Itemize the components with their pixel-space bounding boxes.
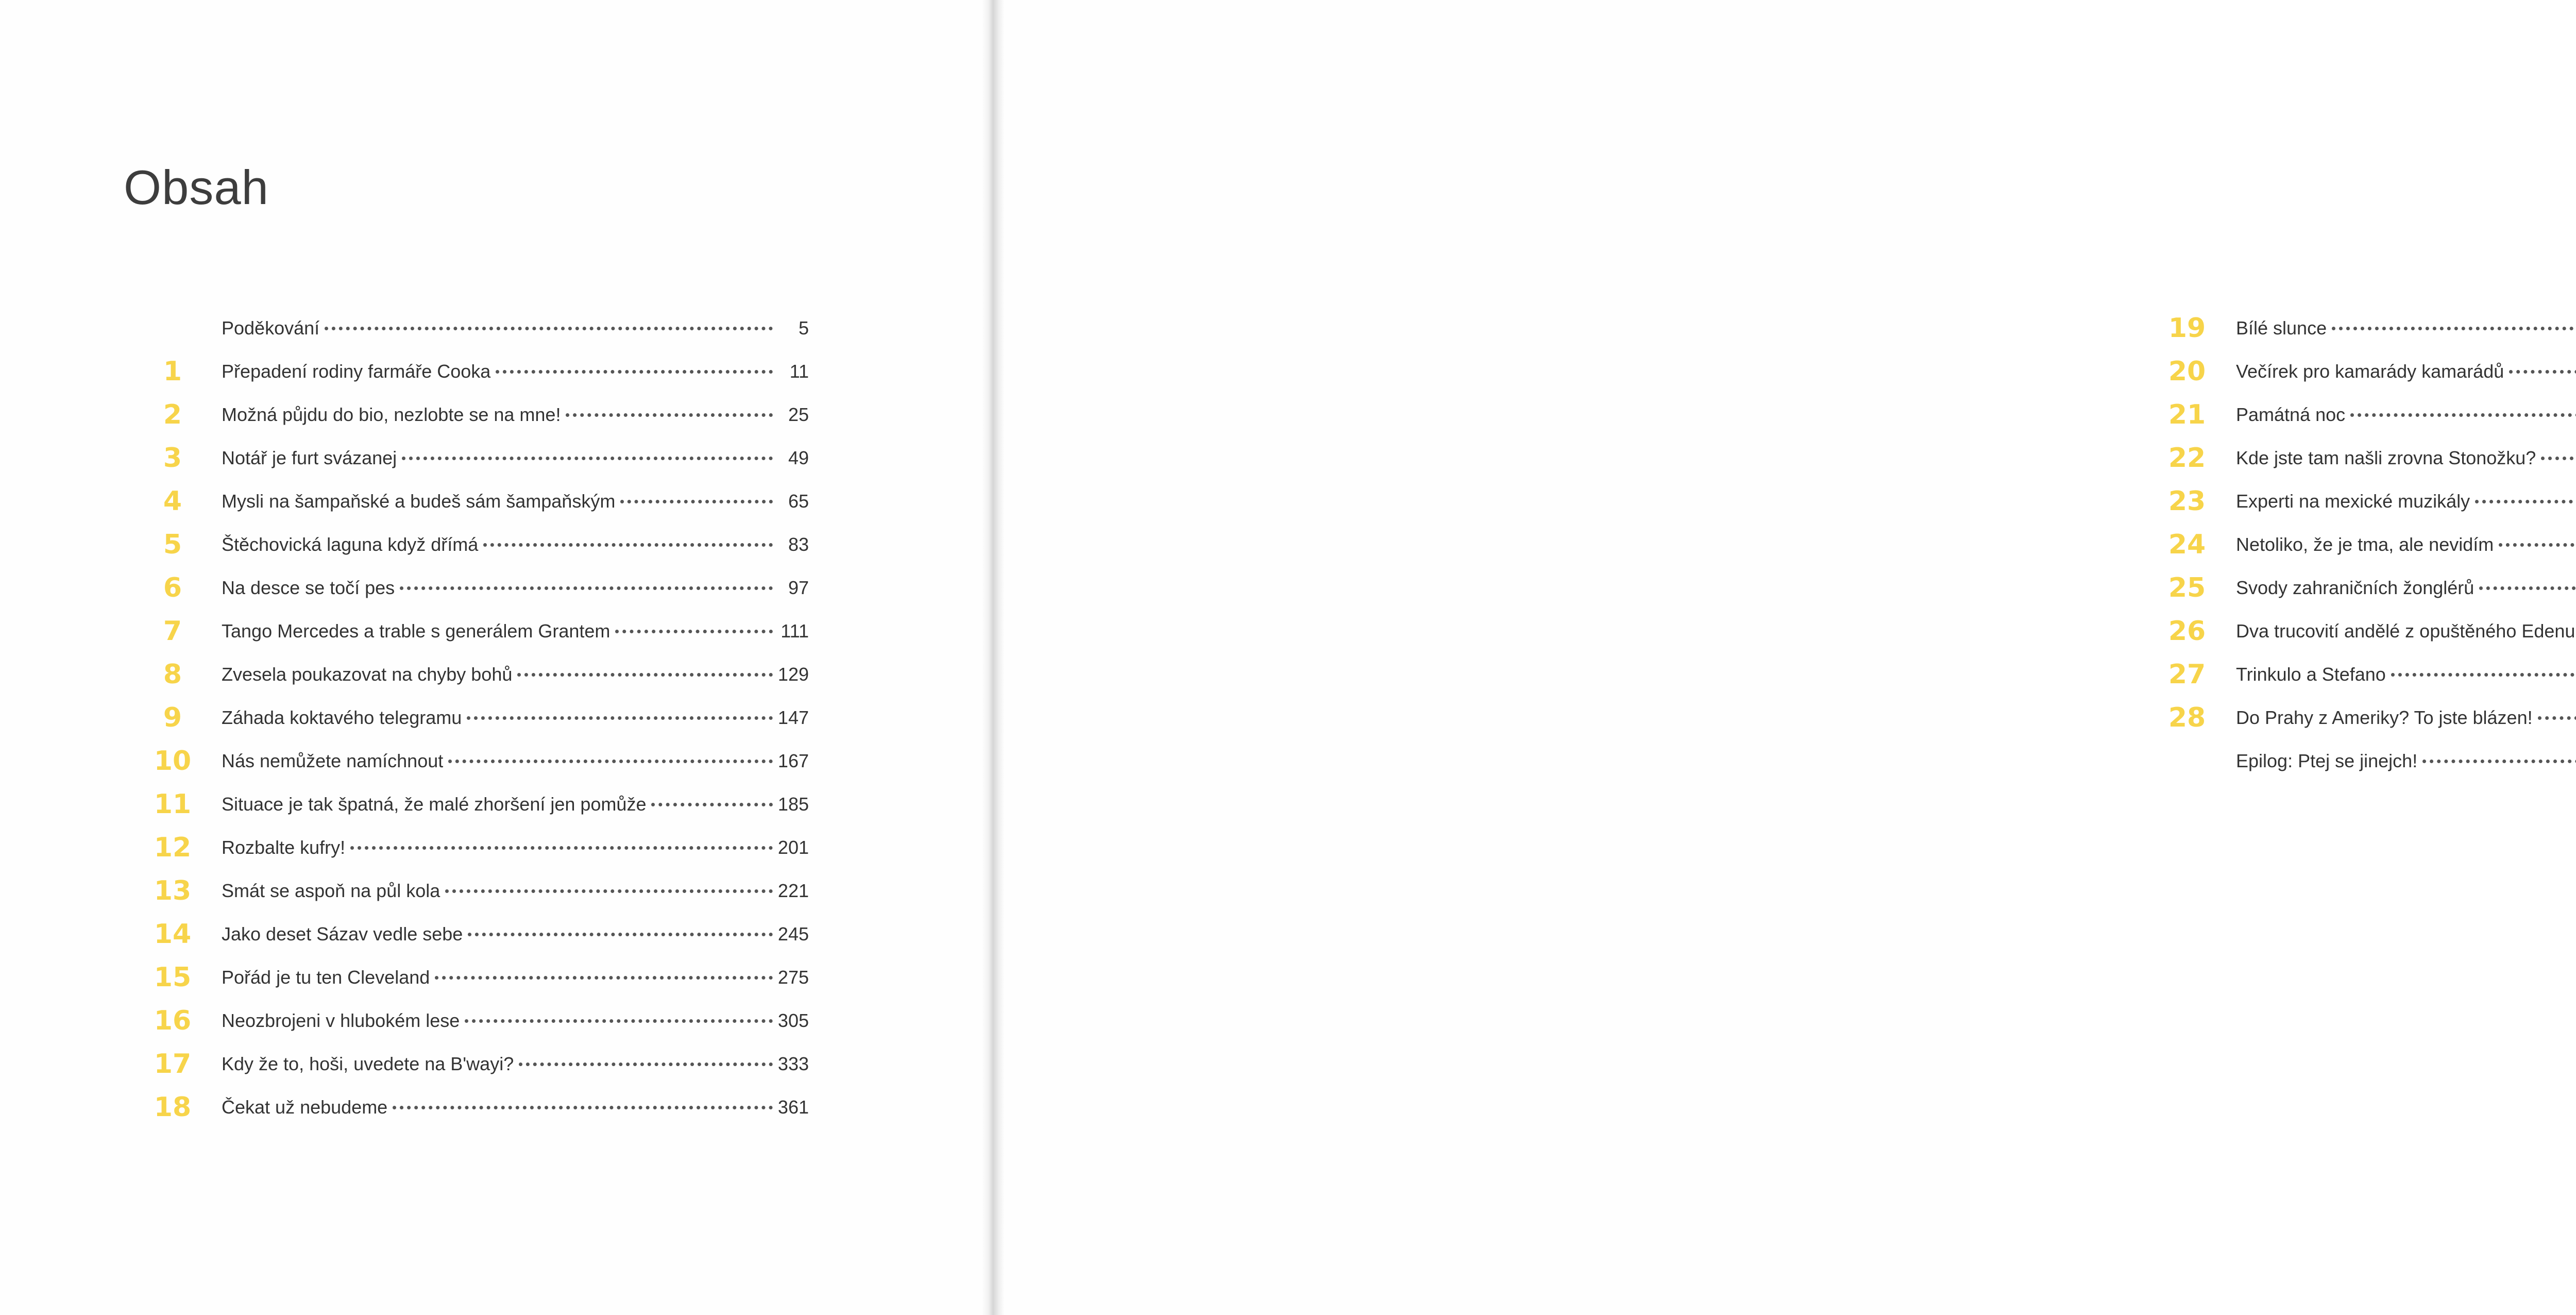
page-number: 245 xyxy=(777,923,809,945)
toc-entry[interactable] xyxy=(2138,436,2576,480)
dot-leader xyxy=(620,500,773,503)
entry-line xyxy=(222,1053,809,1075)
dot-leader xyxy=(2499,543,2576,547)
chapter-number: 1 xyxy=(163,356,182,387)
toc-entry[interactable] xyxy=(2138,307,2576,350)
page-number: 361 xyxy=(777,1097,809,1118)
dot-leader xyxy=(517,673,773,677)
dot-leader xyxy=(468,933,773,936)
dot-leader xyxy=(435,976,773,980)
toc-entry[interactable] xyxy=(124,653,809,696)
page-number: 97 xyxy=(788,577,809,598)
dot-leader xyxy=(496,370,773,374)
toc-entry[interactable] xyxy=(124,956,809,999)
dot-leader xyxy=(448,760,773,763)
toc-entry[interactable] xyxy=(124,739,809,783)
chapter-title: Přepadení rodiny farmáře Cooka xyxy=(222,361,491,382)
entry-line xyxy=(222,794,809,815)
right-page xyxy=(1005,0,2575,1315)
chapter-title: Nás nemůžete namíchnout xyxy=(222,750,444,771)
chapter-title: Možná půjdu do bio, nezlobte se na mne! xyxy=(222,404,561,425)
dot-leader xyxy=(465,1019,773,1023)
chapter-title: Pořád je tu ten Cleveland xyxy=(222,967,430,988)
chapter-title: Situace je tak špatná, že malé zhoršení jen pomůže xyxy=(222,794,647,815)
toc-right-column xyxy=(2138,307,2576,783)
dot-leader xyxy=(2391,673,2576,677)
toc-entry[interactable] xyxy=(2138,480,2576,523)
toc-entry[interactable] xyxy=(2138,393,2576,436)
toc-entry[interactable] xyxy=(124,350,809,393)
entry-line xyxy=(2236,620,2576,642)
chapter-number: 7 xyxy=(163,616,182,647)
entry-line xyxy=(222,1010,809,1032)
entry-line xyxy=(222,491,809,512)
dot-leader xyxy=(2332,327,2576,330)
chapter-title: Rozbalte kufry! xyxy=(222,837,346,858)
entry-line xyxy=(222,577,809,599)
chapter-title: Štěchovická laguna když dřímá xyxy=(222,534,479,555)
chapter-title: Netoliko, že je tma, ale nevidím xyxy=(2236,534,2494,555)
chapter-title: Neozbrojeni v hlubokém lese xyxy=(222,1010,460,1031)
dot-leader xyxy=(467,716,773,720)
entry-line xyxy=(2236,577,2576,599)
page-number: 185 xyxy=(777,794,809,815)
page-number: 333 xyxy=(777,1053,809,1074)
chapter-number: 20 xyxy=(2168,356,2206,387)
toc-entry[interactable] xyxy=(2138,350,2576,393)
chapter-title: Epilog: Ptej se jinejch! xyxy=(2236,750,2418,771)
toc-entry[interactable] xyxy=(2138,696,2576,739)
dot-leader xyxy=(2538,716,2576,720)
entry-line xyxy=(222,923,809,945)
page-number: 25 xyxy=(788,404,809,425)
chapter-title: Na desce se točí pes xyxy=(222,577,395,598)
toc-entry[interactable] xyxy=(2138,523,2576,566)
page-title: Obsah xyxy=(124,160,269,214)
toc-entry[interactable] xyxy=(2138,610,2576,653)
chapter-number: 21 xyxy=(2168,399,2206,430)
toc-entry[interactable] xyxy=(124,610,809,653)
chapter-title: Smát se aspoň na půl kola xyxy=(222,880,440,901)
chapter-title: Památná noc xyxy=(2236,404,2346,425)
chapter-number: 3 xyxy=(163,443,182,474)
entry-line xyxy=(222,967,809,988)
chapter-title: Poděkování xyxy=(222,317,320,339)
page-number: 111 xyxy=(781,620,809,642)
toc-entry[interactable] xyxy=(124,307,809,350)
chapter-number: 10 xyxy=(154,746,192,777)
toc-entry[interactable] xyxy=(124,783,809,826)
entry-line xyxy=(2236,361,2576,382)
chapter-title: Kde jste tam našli zrovna Stonožku? xyxy=(2236,447,2536,468)
toc-entry[interactable] xyxy=(124,393,809,436)
entry-line xyxy=(2236,750,2576,772)
chapter-number: 22 xyxy=(2168,443,2206,474)
entry-line xyxy=(222,1097,809,1118)
entry-line xyxy=(222,880,809,902)
chapter-number: 18 xyxy=(154,1092,192,1123)
entry-line xyxy=(222,534,809,555)
entry-line xyxy=(222,447,809,469)
chapter-title: Zvesela poukazovat na chyby bohů xyxy=(222,664,513,685)
dot-leader xyxy=(350,846,773,850)
page-number: 11 xyxy=(789,361,809,382)
toc-entry[interactable] xyxy=(124,696,809,739)
chapter-number: 25 xyxy=(2168,572,2206,603)
entry-line xyxy=(2236,707,2576,729)
toc-entry[interactable] xyxy=(124,436,809,480)
toc-entry[interactable] xyxy=(124,523,809,566)
chapter-number: 17 xyxy=(154,1049,192,1080)
dot-leader xyxy=(400,586,773,590)
chapter-number: 26 xyxy=(2168,616,2206,647)
chapter-title: Notář je furt svázanej xyxy=(222,447,397,468)
dot-leader xyxy=(2475,500,2576,503)
chapter-title: Trinkulo a Stefano xyxy=(2236,664,2386,685)
entry-line xyxy=(2236,664,2576,685)
chapter-title: Čekat už nebudeme xyxy=(222,1097,388,1118)
entry-line xyxy=(222,837,809,858)
page-number: 49 xyxy=(788,447,809,468)
dot-leader xyxy=(2350,413,2576,417)
dot-leader xyxy=(483,543,773,547)
toc-entry[interactable] xyxy=(124,1086,809,1129)
left-page xyxy=(0,0,989,1315)
entry-line xyxy=(222,361,809,382)
dot-leader xyxy=(519,1063,773,1066)
entry-line xyxy=(222,620,809,642)
chapter-title: Bílé slunce xyxy=(2236,317,2327,339)
chapter-number: 6 xyxy=(163,572,182,603)
toc-entry[interactable] xyxy=(124,869,809,913)
page-number: 167 xyxy=(777,750,809,771)
chapter-number: 8 xyxy=(163,659,182,690)
entry-line xyxy=(222,750,809,772)
page-number: 275 xyxy=(777,967,809,988)
chapter-number: 5 xyxy=(163,529,182,560)
page-number: 201 xyxy=(777,837,809,858)
chapter-number: 14 xyxy=(154,919,192,950)
toc-entry[interactable] xyxy=(124,480,809,523)
chapter-title: Záhada koktavého telegramu xyxy=(222,707,462,728)
chapter-number: 11 xyxy=(154,789,192,820)
toc-entry[interactable] xyxy=(124,566,809,610)
dot-leader xyxy=(566,413,773,417)
chapter-title: Večírek pro kamarády kamarádů xyxy=(2236,361,2504,382)
chapter-number: 9 xyxy=(163,702,182,733)
chapter-title: Experti na mexické muzikály xyxy=(2236,491,2470,512)
entry-line xyxy=(2236,447,2576,469)
chapter-number: 23 xyxy=(2168,486,2206,517)
page-number: 5 xyxy=(798,317,809,339)
chapter-number: 2 xyxy=(163,399,182,430)
chapter-title: Dva trucovití andělé z opuštěného Edenu xyxy=(2236,620,2575,642)
chapter-title: Tango Mercedes a trable s generálem Grantem xyxy=(222,620,611,642)
entry-line xyxy=(222,404,809,426)
chapter-title: Do Prahy z Ameriky? To jste blázen! xyxy=(2236,707,2533,728)
chapter-number: 13 xyxy=(154,875,192,906)
chapter-number: 27 xyxy=(2168,659,2206,690)
page-number: 305 xyxy=(777,1010,809,1031)
entry-line xyxy=(222,317,809,339)
dot-leader xyxy=(325,327,773,330)
toc-entry[interactable] xyxy=(124,826,809,869)
entry-line xyxy=(2236,317,2576,339)
page-number: 65 xyxy=(788,491,809,512)
dot-leader xyxy=(615,630,773,633)
dot-leader xyxy=(2509,370,2576,374)
page-number: 129 xyxy=(777,664,809,685)
toc-entry[interactable] xyxy=(2138,739,2576,783)
chapter-title: Kdy že to, hoši, uvedete na B'wayi? xyxy=(222,1053,514,1074)
toc-entry[interactable] xyxy=(2138,566,2576,610)
entry-line xyxy=(222,664,809,685)
toc-entry[interactable] xyxy=(124,999,809,1042)
dot-leader xyxy=(2422,760,2576,763)
chapter-number: 19 xyxy=(2168,313,2206,344)
chapter-number: 24 xyxy=(2168,529,2206,560)
toc-left-column xyxy=(124,307,809,1129)
dot-leader xyxy=(2479,586,2576,590)
chapter-title: Jako deset Sázav vedle sebe xyxy=(222,923,463,945)
entry-line xyxy=(222,707,809,729)
toc-entry[interactable] xyxy=(124,913,809,956)
chapter-number: 4 xyxy=(163,486,182,517)
book-gutter xyxy=(981,0,1005,1315)
dot-leader xyxy=(402,457,773,460)
entry-line xyxy=(2236,534,2576,555)
toc-entry[interactable] xyxy=(124,1042,809,1086)
chapter-title: Mysli na šampaňské a budeš sám šampaňským xyxy=(222,491,616,512)
page-number: 147 xyxy=(777,707,809,728)
dot-leader xyxy=(2541,457,2576,460)
toc-entry[interactable] xyxy=(2138,653,2576,696)
dot-leader xyxy=(651,803,772,806)
chapter-number: 16 xyxy=(154,1005,192,1036)
dot-leader xyxy=(393,1106,773,1109)
entry-line xyxy=(2236,491,2576,512)
chapter-number: 28 xyxy=(2168,702,2206,733)
page-number: 83 xyxy=(788,534,809,555)
chapter-title: Svody zahraničních žonglérů xyxy=(2236,577,2475,598)
chapter-number: 15 xyxy=(154,962,192,993)
chapter-number: 12 xyxy=(154,832,192,863)
dot-leader xyxy=(445,889,773,893)
entry-line xyxy=(2236,404,2576,426)
page-number: 221 xyxy=(777,880,809,901)
